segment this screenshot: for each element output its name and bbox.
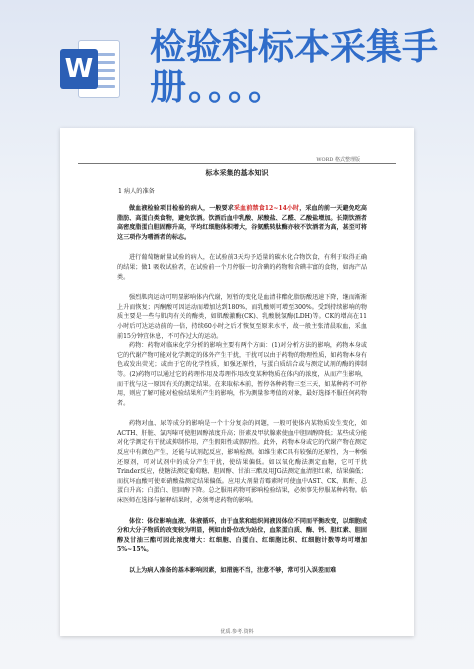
banner bbox=[0, 0, 474, 115]
document-footer: 优质.参考.资料 bbox=[220, 629, 254, 635]
document-title: 标本采集的基本知识 bbox=[205, 168, 269, 177]
paragraph-summary: 以上为病人准备的基本影响因素，如措施不当，注意不够，常可引入误差而难 bbox=[129, 567, 337, 574]
banner-title-line2: 册。。。。 bbox=[150, 68, 287, 108]
paragraph-fasting: 做血液检验项目检验的病人，一般要求采血前禁食12~14小时，采血的前一天避免吃高脂肪、高蛋白类食物，避免饮酒。饮酒后血中乳酸、尿酸盐、乙醛、乙酸盐增加。长期饮酒者高密度脂蛋白胆固醇升高，平均红细胞体积增大，谷氨酰转肽酶亦较不饮酒者为高，甚至可将这三项作为嗜酒者的标志。 bbox=[117, 205, 367, 241]
banner-title-line1: 检验科标本采集手 bbox=[150, 28, 439, 68]
paragraph-glucose-test: 进行葡萄糖耐量试验的病人，在试验前3天均予适量的碳水化合物饮食，有利于取得正确的结果；做1 吸收试验者，在试验前一个月停服一切含碘的药物和含碘丰富的食物，如海产品类。 bbox=[117, 254, 367, 281]
word-letter-badge: W bbox=[60, 49, 98, 89]
paragraph-drug-effects: 药物对血、尿等成分的影响是一个十分复杂的问题，一般可使体内某物质发生变化，如ACTH、肝脏、氯丙嗪可使胆固醇浓度升高；肝素及甲状腺素使血中胆固醇降低；某些成分能对化学测定有干扰或抑制作用，产生假阳性或假阴性。此外，药物本身或它的代谢产物在测定反应中有颜色产生，还能与试剂起反应，影响检测。如维生素C具有较强的还原性，为一种强还原剂，可对试剂中的成分产生干扰，使结果偏低。如以氧化酶法测定血糖，它可干扰Trinder反应，使糖法测定葡萄糖、胆固醇、甘油三酯及用JG法测定血清胆红素，结果偏低；而抗坏血酸可使亚硝酸盐测定结果偏低。应用大剂量青霉素时可使血中AST、CK、肌酐、总蛋白升高；白蛋白、胆固醇下降。总之服用药物可影响检验结果，必须事先停服某种药物。临床医师在选择与解释结果时，必须考虑药物的影响。 bbox=[117, 420, 367, 505]
header-rule bbox=[78, 163, 396, 164]
word-document-icon bbox=[60, 40, 120, 98]
paragraph-exercise: 强烈肌肉运动可明显影响体内代谢，短暂的变化是血清非酯化脂肪酸迅速下降，继而渐渐上升而恢复；丙酮酸可因运动而增加达到180%，而乳酸则可增至300%。受到持续影响的物质主要是一些与肌肉有关的酶类，如肌酸激酶(CK)、乳酸脱氢酶(LDH)等。CK的增高在11小时后可达运动前的一倍，持续60小时之后才恢复至原来水平，故一般主张清晨取血，采血前15分钟宜休息，不可作过大的运动。 bbox=[117, 294, 367, 340]
document-body bbox=[117, 204, 367, 634]
section-heading: 1 病人的准备 bbox=[118, 188, 155, 195]
fasting-highlight: 采血前禁食12~14小时 bbox=[233, 205, 300, 212]
paragraph-posture: 体位：体位影响血液、体液循环，由于血浆和组织间液因体位不同而平衡改变，以细胞成分和大分子物质的改变较为明显，例如由卧位改为站位，血浆蛋白质、酶、钙、胆红素、胆固醇及甘油三酯可因此浓度增大：红细胞、白蛋白、红细胞比积、红细胞计数等均可增加5%~15%。 bbox=[117, 517, 367, 554]
document-page bbox=[60, 128, 414, 636]
document-header: WORD 格式整理版 bbox=[316, 157, 360, 163]
paragraph-drugs: 药物：药物对临床化学分析的影响主要有两个方面：(1)对分析方法的影响，药物本身或它的代谢产物可能对化学测定的体外产生干扰，干扰可以由于药物的物理性质，如药物本身有色或发出荧光；或由于它的化学性质，如强还原性，与蛋白质结合或与测定试剂的酶的抑制等。(2)药物可以通过它的药理作用及毒理作用改变某种物质在体内的浓度，从而产生影响，而干扰与这一原因有关的测定结果。在来取标本前，暂停各种药物三至三天，如某种药不可停用，则应了解可能对检验结果所产生的影响，作为测量参考值的对象，最好选择不服任何药物者。 bbox=[117, 342, 367, 407]
